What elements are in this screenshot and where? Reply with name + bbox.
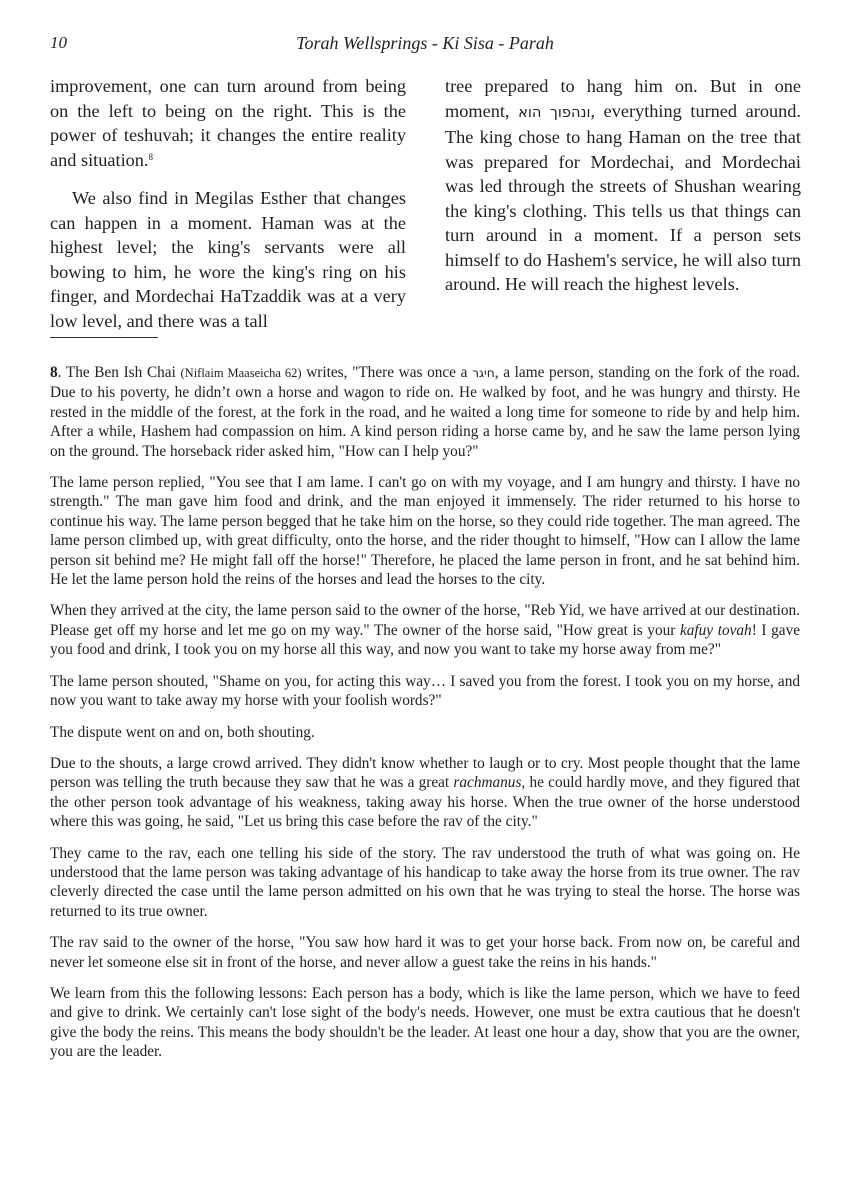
paragraph: [445, 74, 801, 297]
footnotes: [50, 363, 800, 1074]
footnote-paragraph: They came to the rav, each one telling his side of the story. The rav understood the truth of what was going on. He understood that the lame person was taking advantage of his handicap to take away the horse from its true owner. The rav cleverly directed the case until the lame person admitted on his own that he was trying to steal the horse. The horse was returned to its true owner.: [50, 844, 800, 920]
footnote-paragraph: The rav said to the owner of the horse, "You saw how hard it was to get your horse back. From now on, be careful and never let someone else sit in front of the horse, and never allow a guest take the reins in his hands.": [50, 934, 800, 971]
right-column: [445, 74, 801, 311]
paragraph-text: tree prepared to hang him on. But in one moment,: [445, 76, 801, 121]
paragraph: [50, 74, 406, 172]
page-number: 10: [50, 33, 67, 52]
footnote-ref[interactable]: 8: [148, 151, 154, 162]
footnote-paragraph: The lame person replied, "You see that I am lame. I can't go on with my voyage, and I am hungry and thirsty. I have no strength." The man gave him food and drink, and the man enjoyed it immensely. The rider returned to his horse to continue his way. The lame person begged that he take him on the horse, so they could ride together. The man agreed. The lame person climbed up, with great difficulty, onto the horse, and the rider thought to himself, "How can I allow the lame person sit behind me? He might fall off the horse!" Therefore, he placed the lame person in front, and he sat behind him. He let the lame person hold the reins of the horses and lead the horses to the city.: [50, 474, 800, 589]
text: , he could hardly move, and they figured that the other person took advantage of his weakness, taking away his horse. When the true owner of the horse understood where this was going, he said, "Let us bring this case before the rav of the city.": [50, 774, 801, 831]
footnote-paragraph: We learn from this the following lessons: Each person has a body, which is like the lame person, which we have to feed and give to drink. We certainly can't lose sight of the body's needs. However, one must be extra cautious that he doesn't give the body the reins. This means the body shouldn't be the leader. At least one hour a day, show that you are the owner, you are the leader.: [50, 984, 800, 1061]
text: , a lame person, standing on the fork of the road. Due to his poverty, he didn’t own a horse and wagon to ride on. He walked by foot, and he was hungry and thirsty. He rested in the middle of the forest, at the fork in the road, and he waited a long time for someone to ride by and help him. After a while, Hashem had compassion on him. A kind person riding a horse came by, and he saw the lame person lying on the ground. The horseback rider asked him, "How can I help you?": [50, 364, 800, 460]
paragraph-text: improvement, one can turn around from being on the left to being on the right. This is the power of teshuvah; it changes the entire reality and situation.: [50, 76, 406, 170]
footnote-paragraph: The lame person shouted, "Shame on you, for acting this way… I saved you from the forest. I took you on my horse, and now you want to take away my horse with your foolish words?": [50, 672, 800, 710]
footnote-number: 8: [50, 364, 58, 381]
source-citation: (Niflaim Maaseicha 62): [180, 366, 302, 380]
hebrew-phrase: ונהפוך הוא: [518, 103, 591, 121]
running-title: Torah Wellsprings - Ki Sisa - Parah: [296, 33, 554, 53]
text: Due to the shouts, a large crowd arrived. They didn't know whether to laugh or to cry. Most people thought that the lame person was telling the truth because they saw that he was a great: [50, 754, 800, 792]
text: . The Ben Ish Chai: [57, 364, 181, 381]
footnote-paragraph: [50, 754, 800, 832]
page-header: [50, 33, 800, 57]
text: ! I gave you food and drink, I took you on my horse all this way, and now you want to take my horse away from me?": [50, 621, 801, 659]
hebrew-word: חיגר: [472, 366, 495, 380]
italic-term: kafuy tovah: [679, 621, 752, 639]
paragraph-text: , everything turned around. The king chose to hang Haman on the tree that was prepared for Mordechai, and Mordechai was led through the streets of Shushan wearing the king's clothing. This tells us that things can turn around in a moment. If a person sets himself to do Hashem's service, he will also turn around. He will reach the highest levels.: [445, 100, 801, 294]
footnote-separator: [50, 337, 158, 338]
footnote-paragraph: [50, 601, 800, 659]
text: When they arrived at the city, the lame person said to the owner of the horse, "Reb Yid, we have arrived at our destination. Please get off my horse and let me go on my way." The owner of the horse said, "How great is your: [50, 602, 800, 639]
text: writes, "There was once a: [301, 364, 473, 381]
left-column: [50, 74, 406, 347]
footnote-paragraph: [50, 363, 800, 461]
footnote-paragraph: The dispute went on and on, both shouting.: [50, 723, 315, 741]
paragraph: We also find in Megilas Esther that changes can happen in a moment. Haman was at the highest level; the king's servants were all bowing to him, he wore the king's ring on his finger, and Mordechai HaTzaddik was at a very low level, and there was a tall: [50, 188, 406, 331]
italic-term: rachmanus: [453, 774, 522, 792]
